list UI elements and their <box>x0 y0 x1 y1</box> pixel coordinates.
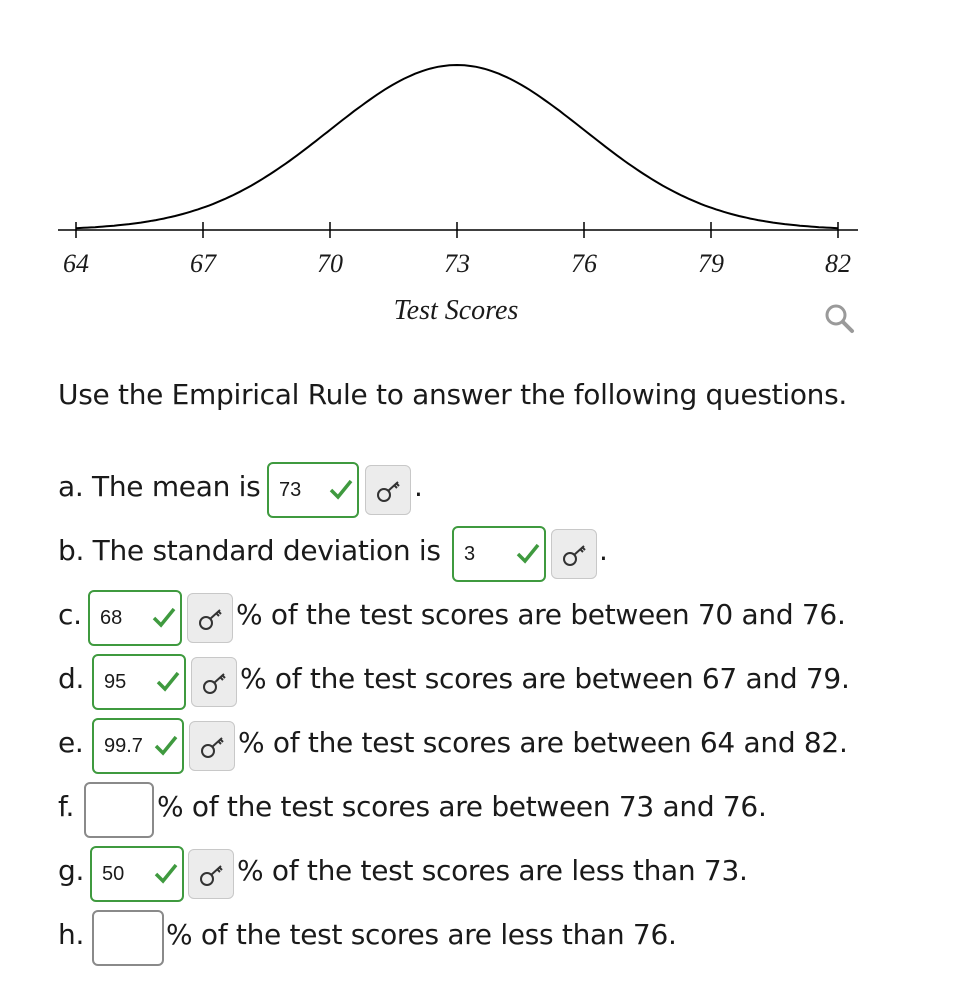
question-f-prefix: f. <box>58 790 75 823</box>
question-e-prefix: e. <box>58 726 84 759</box>
answer-h-field[interactable] <box>92 910 164 966</box>
key-icon-button[interactable] <box>365 465 411 515</box>
answer-a-field[interactable] <box>267 462 359 518</box>
answer-c-field[interactable] <box>88 590 182 646</box>
x-tick-label: 79 <box>698 249 724 278</box>
question-b-prefix: b. The standard deviation is <box>58 534 441 567</box>
question-d-suffix: % of the test scores are between 67 and 79. <box>240 662 850 695</box>
key-icon <box>200 734 226 760</box>
question-b-suffix: . <box>599 534 608 567</box>
x-tick-label: 70 <box>317 249 343 278</box>
key-icon <box>376 478 402 504</box>
x-tick-label: 67 <box>190 249 216 278</box>
answer-b-field[interactable] <box>452 526 546 582</box>
key-icon <box>198 606 224 632</box>
answer-g-field[interactable] <box>90 846 184 902</box>
checkmark-icon <box>154 862 178 884</box>
checkmark-icon <box>516 542 540 564</box>
answer-e-field[interactable] <box>92 718 184 774</box>
answer-d-value: 95 <box>104 671 127 693</box>
x-tick-label: 64 <box>63 249 89 278</box>
answer-f-field[interactable] <box>84 782 154 838</box>
x-axis-title: Test Scores <box>393 295 519 326</box>
x-tick-label: 73 <box>444 249 470 278</box>
bell-curve-line <box>76 65 838 228</box>
magnifier-icon[interactable] <box>823 302 857 336</box>
normal-curve-chart <box>0 0 976 345</box>
answer-c-value: 68 <box>100 607 123 629</box>
question-c-prefix: c. <box>58 598 82 631</box>
question-h-suffix: % of the test scores are less than 76. <box>166 918 677 951</box>
answer-a-value: 73 <box>279 479 302 501</box>
checkmark-icon <box>156 670 180 692</box>
answer-g-value: 50 <box>102 863 125 885</box>
question-f-suffix: % of the test scores are between 73 and 76. <box>157 790 767 823</box>
key-icon <box>199 862 225 888</box>
key-icon <box>562 542 588 568</box>
question-g-suffix: % of the test scores are less than 73. <box>237 854 748 887</box>
x-tick-label: 76 <box>571 249 597 278</box>
checkmark-icon <box>329 478 353 500</box>
answer-b-value: 3 <box>464 543 476 565</box>
question-g-prefix: g. <box>58 854 85 887</box>
question-a-prefix: a. The mean is <box>58 470 261 503</box>
question-d-prefix: d. <box>58 662 85 695</box>
key-icon-button[interactable] <box>187 593 233 643</box>
answer-e-value: 99.7 <box>104 735 143 757</box>
key-icon <box>202 670 228 696</box>
question-e-suffix: % of the test scores are between 64 and 82. <box>238 726 848 759</box>
key-icon-button[interactable] <box>188 849 234 899</box>
checkmark-icon <box>154 734 178 756</box>
x-tick-label: 82 <box>825 249 851 278</box>
key-icon-button[interactable] <box>551 529 597 579</box>
checkmark-icon <box>152 606 176 628</box>
question-c-suffix: % of the test scores are between 70 and 76. <box>236 598 846 631</box>
answer-d-field[interactable] <box>92 654 186 710</box>
question-h-prefix: h. <box>58 918 85 951</box>
key-icon-button[interactable] <box>191 657 237 707</box>
key-icon-button[interactable] <box>189 721 235 771</box>
instructions-text: Use the Empirical Rule to answer the following questions. <box>58 378 847 411</box>
question-a-suffix: . <box>414 470 423 503</box>
